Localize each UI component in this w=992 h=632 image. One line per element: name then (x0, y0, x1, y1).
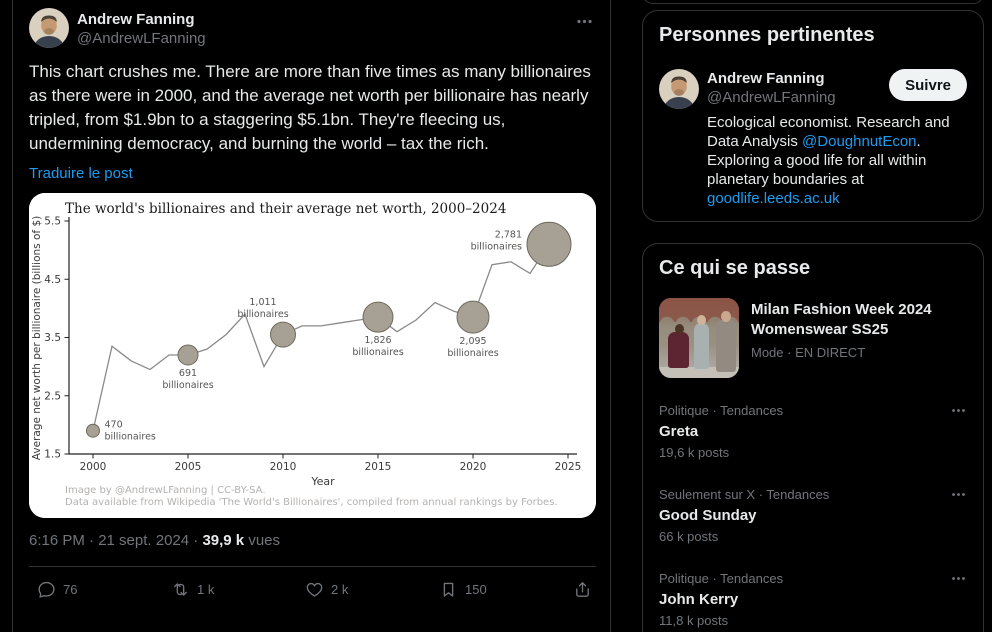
chart-image[interactable] (29, 193, 596, 518)
repost-icon (171, 580, 190, 599)
repost-button[interactable] (163, 580, 297, 599)
sidebar-user-names (707, 69, 889, 107)
more-icon (950, 486, 967, 503)
svg-text:2020: 2020 (459, 461, 487, 473)
svg-text:2005: 2005 (174, 461, 202, 473)
svg-text:1,011: 1,011 (249, 297, 277, 309)
author-name[interactable]: Andrew Fanning (77, 11, 195, 28)
sidebar-avatar-photo (659, 69, 699, 109)
reply-icon (37, 580, 56, 599)
trend-name[interactable]: Good Sunday (659, 507, 757, 524)
billionaires-chart-svg (29, 193, 596, 518)
tweet-author (77, 8, 206, 48)
bookmark-button[interactable] (431, 580, 565, 599)
event-title[interactable]: Milan Fashion Week 2024 Womenswear SS25 (751, 301, 932, 338)
views-count: 39,9 k (202, 532, 245, 549)
sidebar (642, 0, 984, 632)
bio-text-2: . Exploring a good life for all within planetary boundaries at (707, 133, 927, 188)
svg-text:2000: 2000 (79, 461, 107, 473)
tweet-more-button[interactable] (575, 12, 594, 36)
event-text (751, 298, 971, 378)
bookmark-count: 150 (465, 581, 487, 597)
svg-text:1.5: 1.5 (44, 448, 61, 461)
trend-category: Politique · Tendances (659, 403, 784, 418)
relevant-people-card (642, 10, 984, 222)
search-card-partial (642, 0, 984, 4)
bio-mention-link[interactable]: @DoughnutEcon (802, 133, 917, 150)
svg-text:billionaires: billionaires (447, 348, 499, 360)
event-thumbnail[interactable] (659, 298, 739, 378)
share-button[interactable] (565, 580, 596, 599)
sidebar-avatar[interactable] (659, 69, 699, 109)
translate-post-link[interactable]: Traduire le post (29, 165, 133, 182)
trend-more-button[interactable] (950, 402, 967, 424)
thumbnail-figure (668, 332, 689, 368)
trend-name[interactable]: Greta (659, 423, 699, 440)
reply-count: 76 (63, 581, 78, 597)
svg-text:Year: Year (311, 475, 335, 488)
sidebar-user-handle: @AndrewLFanning (707, 89, 836, 106)
svg-text:Data available from Wikipedia: Data available from Wikipedia 'The World's Billionaires', compiled from annual rankings by Forbes. (65, 497, 558, 508)
thumbnail-figure-head (721, 311, 731, 322)
like-icon (305, 580, 324, 599)
event-item[interactable] (659, 298, 967, 378)
more-icon (575, 12, 594, 31)
tweet-header (29, 8, 594, 48)
thumbnail-figure-head (675, 324, 684, 334)
bookmark-icon (439, 580, 458, 599)
like-button[interactable] (297, 580, 431, 599)
author-handle: @AndrewLFanning (77, 30, 206, 47)
repost-count: 1 k (197, 581, 215, 597)
more-icon (950, 570, 967, 587)
svg-text:4.5: 4.5 (44, 273, 61, 286)
thumbnail-figure (694, 323, 709, 369)
user-bio (707, 113, 969, 208)
svg-text:1,826: 1,826 (364, 335, 392, 347)
trend-more-button[interactable] (950, 570, 967, 592)
trend-more-button[interactable] (950, 486, 967, 508)
timestamp: 6:16 PM · 21 sept. 2024 · (29, 532, 203, 549)
svg-text:billionaires: billionaires (162, 379, 214, 391)
trend-category: Politique · Tendances (659, 571, 784, 586)
trend-category: Seulement sur X · Tendances (659, 487, 830, 502)
svg-text:The world's billionaires and t: The world's billionaires and their average net worth, 2000–2024 (65, 201, 507, 217)
trend-posts: 19,6 k posts (659, 445, 730, 460)
svg-text:5.5: 5.5 (44, 215, 61, 228)
trend-posts: 11,8 k posts (659, 613, 729, 628)
avatar[interactable] (29, 8, 69, 48)
relevant-people-title: Personnes pertinentes (659, 24, 875, 46)
more-icon (950, 402, 967, 419)
sidebar-user-name[interactable]: Andrew Fanning (707, 70, 825, 87)
svg-text:billionaires: billionaires (470, 241, 522, 253)
svg-text:billionaires: billionaires (104, 431, 156, 443)
trend-posts: 66 k posts (659, 529, 719, 544)
reply-button[interactable] (29, 580, 163, 599)
svg-text:2010: 2010 (269, 461, 297, 473)
svg-text:Average net worth per billiona: Average net worth per billionaire (billions of $) (31, 215, 43, 461)
views-label: vues (244, 532, 281, 549)
trend-name[interactable]: John Kerry (659, 591, 739, 608)
svg-text:billionaires: billionaires (237, 309, 289, 321)
whats-happening-title: Ce qui se passe (659, 257, 811, 279)
tweet-meta (29, 531, 594, 551)
like-count: 2 k (331, 581, 349, 597)
tweet (13, 0, 610, 611)
svg-text:2,095: 2,095 (459, 336, 487, 348)
thumbnail-figure (716, 320, 736, 372)
main-column (12, 0, 611, 632)
svg-text:2,781: 2,781 (494, 229, 522, 241)
avatar-photo (29, 8, 69, 48)
svg-text:3.5: 3.5 (44, 332, 61, 344)
follow-button[interactable]: Suivre (889, 69, 967, 101)
trend-item[interactable] (659, 570, 967, 630)
share-icon (573, 580, 592, 599)
thumbnail-figure-head (697, 315, 706, 325)
svg-text:Image by @AndrewLFanning | CC-: Image by @AndrewLFanning | CC-BY-SA. (65, 485, 266, 496)
user-row[interactable] (659, 69, 967, 109)
tweet-text: This chart crushes me. There are more than five times as many billionaires as there were in 2000, and the average net worth per billionaire has nearly tripled, from $1.9bn to a staggering $5.1bn. They're fleecing us, undermining democracy, and burning the world – tax the rich. (29, 62, 591, 153)
bio-text-1: Ecological economist. Research and Data Analysis (707, 114, 950, 150)
tweet-action-bar (29, 567, 596, 611)
svg-text:2025: 2025 (554, 461, 582, 473)
svg-text:2.5: 2.5 (44, 390, 61, 403)
svg-text:470: 470 (104, 419, 123, 431)
svg-text:billionaires: billionaires (352, 347, 404, 359)
trend-item[interactable] (659, 402, 967, 462)
svg-text:691: 691 (178, 367, 198, 379)
bio-url-link[interactable]: goodlife.leeds.ac.uk (707, 190, 840, 207)
svg-text:2015: 2015 (364, 461, 392, 473)
whats-happening-card (642, 243, 984, 632)
trend-item[interactable] (659, 486, 967, 546)
event-subtitle: Mode · EN DIRECT (751, 345, 866, 360)
